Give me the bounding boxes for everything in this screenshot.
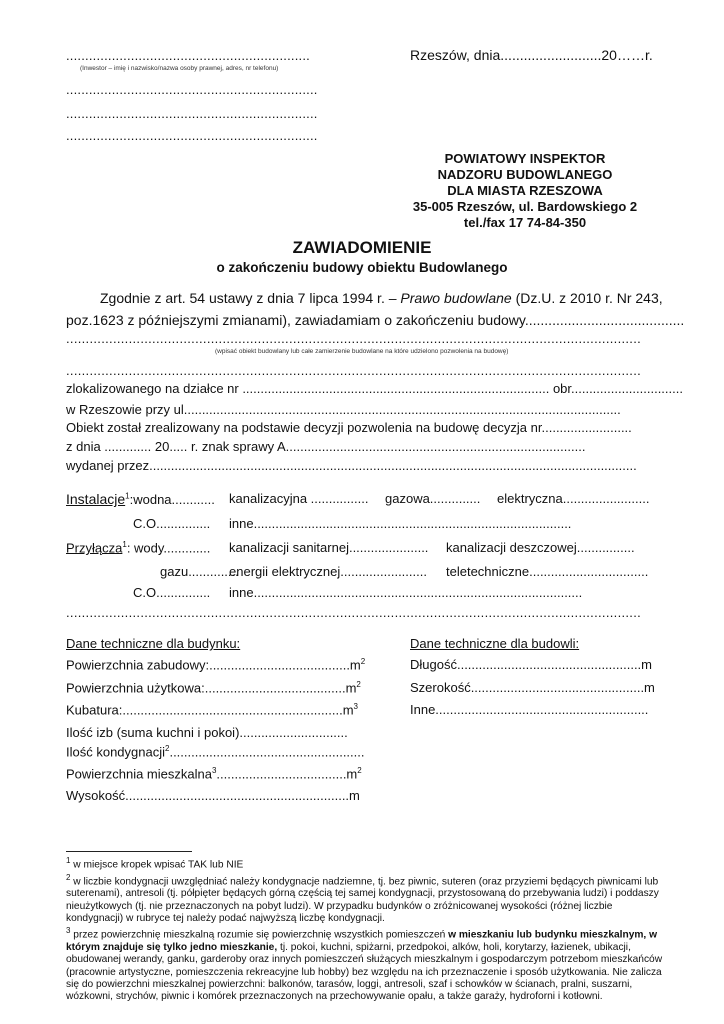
inst-other[interactable]: inne........................................................................................ [229, 516, 572, 531]
decision-line[interactable]: Obiekt został zrealizowany na podstawie decyzji pozwolenia na budowę decyzja nr......................... [66, 420, 632, 435]
structure-length[interactable]: Długość...................................................m [410, 657, 652, 672]
recipient-block [380, 151, 670, 231]
installations-row-1 [66, 491, 215, 507]
object-line-2[interactable]: ................................................................................................................................................... [66, 363, 642, 378]
footnote-1: $^1$ w miejsce kropek wpisać TAK lub NIE [66, 856, 244, 871]
building-usable-area[interactable]: Powierzchnia $użytkowa:.......................................m^2$ [66, 680, 361, 696]
conn-other[interactable]: inne........................................................................................... [229, 585, 583, 600]
inst-heating[interactable]: C.O............... [133, 516, 211, 531]
recipient-line-5: tel./fax 17 74-84-350 [463, 215, 587, 230]
connections-row-1 [66, 540, 210, 555]
address-line-3[interactable]: .................................................................. [66, 128, 318, 143]
footnote-3: $^3$ przez powierzchnię mieszkalną rozumie się powierzchnię wszystkich pomieszczeń w mieszkaniu lub budynku mieszkalnym, w którym znajduje się tylko jedno mieszkanie, tj. pokoi, kuchni, spiżarni, przedpokoi, alków, holi, korytarzy, łazienek, ubikacji, obudowanej werandy, ganku, garderoby oraz innych pomieszczeń służących mieszkalnym i gospodarczym potrzebom mieszkańców (pracownie artystyczne, pomieszczenia rekreacyjne lub hobby) bez względu na ich przeznaczenie i sposób użytkowania. Nie zalicza się do powierzchni mieszkalnej powierzchni: balkonów, tarasów, loggi, antresoli, szaf i schowków w ścianach, pralni, suszarni, wózkowni, strychów, piwnic i komórek przeznaczonych na przechowywanie opału, a także garaży, hydroforni i kotłowni. [66, 926, 663, 1003]
legal-basis-text-a: Zgodnie z art. 54 ustawy z dnia 7 lipca 1994 r. – [100, 290, 401, 306]
structure-heading: Dane techniczne dla budowli: [410, 636, 580, 651]
footnotes [66, 855, 666, 1003]
conn-heating[interactable]: C.O............... [133, 585, 211, 600]
recipient-line-1: POWIATOWY INSPEKTOR [444, 151, 606, 166]
building-heading: Dane techniczne dla budynku: [66, 636, 241, 651]
building-volume[interactable]: $Kubatura:.............................................................m^3$ [66, 702, 358, 718]
conn-water[interactable]: : wody............. [126, 540, 211, 556]
building-height[interactable]: Wysokość..............................................................m [66, 788, 360, 803]
legal-basis-text-b: (Dz.U. z 2010 r. Nr 243, [511, 290, 663, 306]
building-rooms[interactable]: Ilość izb (suma kuchni i pokoi).............................. [66, 725, 348, 740]
conn-extra-line[interactable]: ................................................................................................................................................... [66, 605, 642, 620]
conn-storm[interactable]: kanalizacji deszczowej................ [446, 540, 635, 555]
structure-other[interactable]: Inne........................................................... [410, 702, 649, 717]
legal-basis-line-1 [100, 290, 663, 306]
legal-basis-italic: Prawo budowlane [400, 290, 512, 306]
footnote-ref: 1 [122, 540, 127, 549]
inst-gas[interactable]: gazowa.............. [385, 491, 481, 506]
inst-electric[interactable]: elektryczna........................ [497, 491, 650, 506]
conn-electric[interactable]: energii elektrycznej........................ [229, 564, 427, 579]
issued-by-line[interactable]: wydanej przez....................................................................................................................................... [66, 458, 637, 473]
recipient-line-3: DLA MIASTA RZESZOWA [447, 183, 603, 198]
object-caption: (wpisać obiekt budowlany lub całe zamierzenie budowlane na które udzielono pozwolenia na budowę) [215, 348, 509, 355]
address-line-2[interactable]: .................................................................. [66, 106, 318, 121]
structure-width[interactable]: Szerokość................................................m [410, 680, 655, 695]
building-storeys[interactable]: Ilość kondygnacji$^2$...................................................... [66, 744, 365, 760]
conn-gas[interactable]: gazu.............. [160, 564, 239, 579]
document-title: ZAWIADOMIENIE [292, 238, 432, 257]
footnote-2: $^2$ w liczbie kondygnacji uwzględniać należy kondygnacje nadziemne, tj. bez piwnic, suteren (oraz przyziemi będących piwnicami lub suterenami), antresoli (tj. półpięter będących górną częścią tej samej kondygnacji, przystosowaną do przebywania ludzi) i poddaszy nieużytkowych (tj. nie przeznaczonych na pobyt ludzi). W przypadku budynków o zróżnicowanej wysokości (różnej liczbie kondygnacji) w rubryce tej należy podać najwyższą liczbę kondygnacji. [66, 872, 659, 924]
address-line-1[interactable]: .................................................................. [66, 82, 318, 97]
conn-telecom[interactable]: teletechniczne................................. [446, 564, 649, 579]
plot-number-line[interactable]: zlokalizowanego na działce nr ..................................................................................... obr............................... [66, 381, 683, 396]
recipient-line-2: NADZORU BUDOWLANEGO [437, 167, 613, 182]
connections-label: Przyłącza [66, 540, 123, 556]
object-line[interactable]: ................................................................................................................................................... [66, 331, 642, 346]
building-living-area[interactable]: Powierzchnia $mieszkalna^3....................................m^2$ [66, 766, 362, 782]
inst-sewage[interactable]: kanalizacyjna ................ [229, 491, 369, 506]
building-built-area[interactable]: Powierzchnia $zabudowy:.......................................m^2$ [66, 657, 366, 673]
document-subtitle: o zakończeniu budowy obiektu Budowlanego [216, 260, 508, 275]
recipient-line-4: 35-005 Rzeszów, ul. Bardowskiego 2 [412, 199, 638, 214]
street-line[interactable]: w Rzeszowie przy ul......................................................................................................................... [66, 402, 621, 417]
installations-label: Instalacje [66, 491, 126, 507]
legal-basis-line-2[interactable]: poz.1623 z późniejszymi zmianami), zawiadamiam o zakończeniu budowy......................................... [66, 312, 685, 328]
conn-sanitary[interactable]: kanalizacji sanitarnej...................... [229, 540, 429, 555]
decision-date-line[interactable]: z dnia ............. 20..... r. znak sprawy A................................................................................... [66, 439, 586, 454]
inst-water[interactable]: :wodna............ [129, 492, 215, 507]
investor-caption: (Inwestor – imię i nazwisko/nazwa osoby prawnej, adres, nr telefonu) [80, 65, 279, 72]
place-date[interactable]: Rzeszów, dnia..........................20……r. [410, 47, 653, 63]
footnote-ref: 1 [125, 491, 130, 501]
footnote-separator [66, 851, 192, 852]
investor-line[interactable]: ................................................................ [66, 48, 310, 63]
